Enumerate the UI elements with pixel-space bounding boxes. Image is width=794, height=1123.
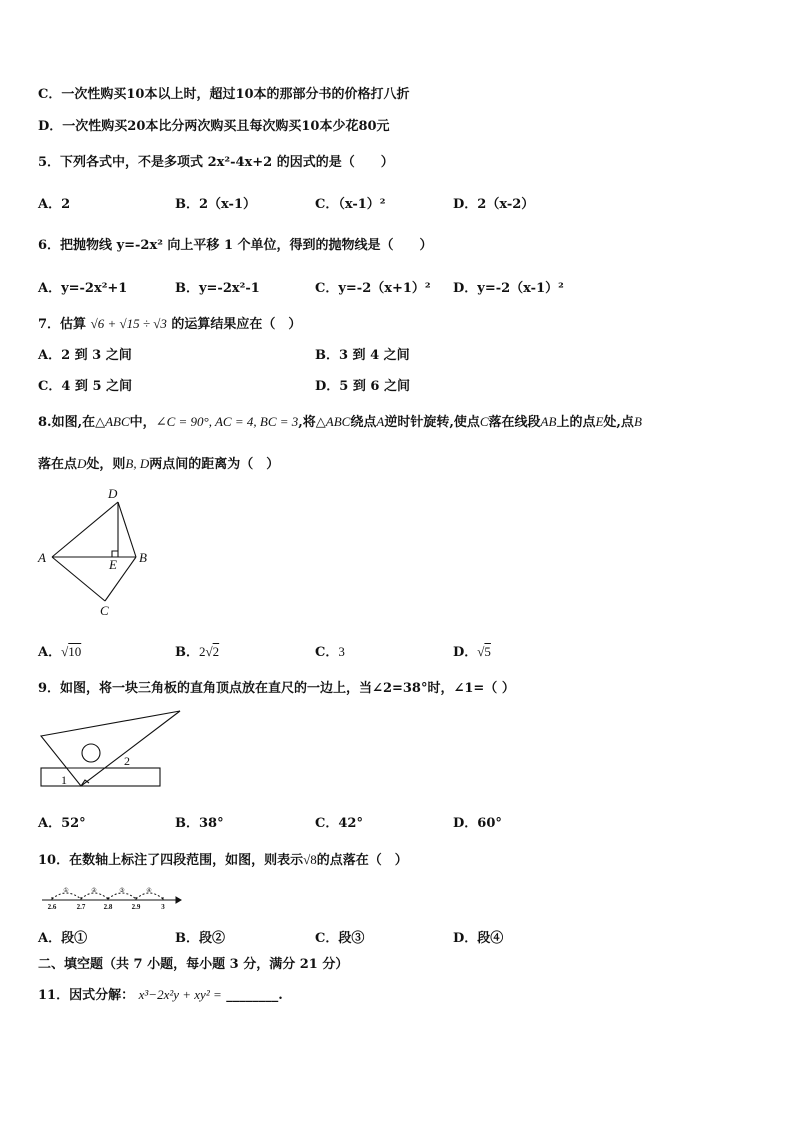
q9-ruler-triangle-figure [36,706,186,792]
label-point-b: B [139,550,147,565]
q8-option-c [315,641,345,660]
q9-option-b: B．38° [175,816,224,831]
q7-stem-tail: 的运算结果应在（ ） [171,317,302,332]
q10-expression: √8 [303,852,317,867]
q7-stem-text: 7．估算 [38,317,87,332]
q5-stem-tail: 的因式的是（ ） [276,155,394,170]
q8-option-d-value: 5 [484,644,491,659]
q10-stem [38,849,408,868]
segment-3-marker: ③ [119,887,125,894]
q8-option-b-coef: 2 [199,644,206,659]
q10-option-a-prefix: A．段 [38,931,75,946]
q10-option-b-prefix: B．段 [175,931,212,946]
q10-option-a [38,927,87,946]
q6-option-a: A．y=-2x²+1 [38,281,128,296]
q8-option-c-prefix: C． [315,645,339,660]
q8-math: A [376,414,385,429]
q7-option-a: A．2 到 3 之间 [38,348,132,363]
q5-stem-text: 5．下列各式中，不是多项式 [38,155,204,170]
q4-option-d: D．一次性购买20本比分两次购买且每次购买10本少花80元 [38,119,390,134]
q10-option-c-prefix: C．段 [315,931,352,946]
q10-option-c-marker: ③ [351,931,365,946]
q5-stem [38,151,394,170]
q7-expression: √6 + √15 ÷ √3 [90,316,167,331]
tick-label: 2.7 [76,903,86,911]
q8-option-a-prefix: A． [38,645,62,660]
q9-option-a: A．52° [38,816,86,831]
q10-number-line-figure [38,882,183,912]
q11-stem-text: 11．因式分解： [38,988,135,1003]
q8-option-d-prefix: D． [453,645,478,660]
angle-2-label: 2 [124,754,130,768]
q8-math: AB [540,414,557,429]
q10-stem-text: 10．在数轴上标注了四段范围，如图，则表示 [38,853,304,868]
q6-option-d: D．y=-2（x-1）² [453,281,564,296]
q5-stem-expression: 2x²-4x+2 [207,155,273,170]
q8-math: D [77,456,87,471]
q8-text: 8.如图,在 [38,415,96,430]
q11-period: . [278,988,283,1003]
q8-text: 上的点 [556,415,596,430]
sqrt-sign: √ [61,644,69,659]
q9-option-c: C．42° [315,816,363,831]
q10-option-d-marker: ④ [490,931,504,946]
q8-text: 逆时针旋转,使点 [384,415,480,430]
tick-label: 2.6 [47,903,57,911]
label-point-d: D [108,486,118,501]
q8-text: 落在点 [38,457,78,472]
q8-stem-line2 [38,453,279,472]
q10-option-d [453,927,503,946]
q11-answer-blank: ________ [226,988,279,1003]
q8-math: ∠C = 90°, AC = 4, BC = 3 [155,414,299,429]
q5-option-b: B．2（x-1） [175,197,256,212]
q8-text: 绕点 [350,415,377,430]
q8-option-b-value: 2 [212,644,220,659]
q10-option-d-prefix: D．段 [453,931,491,946]
q5-option-c: C．（x-1）² [315,197,386,212]
segment-4-marker: ④ [146,887,152,894]
q10-option-b-marker: ② [212,931,226,946]
q8-option-a-value: 10 [68,644,82,659]
q8-stem-line1 [38,411,642,430]
label-point-a: A [38,550,46,565]
q8-text: 中， [129,415,156,430]
q8-triangle-figure [30,484,160,620]
segment-2-marker: ② [91,887,97,894]
q5-option-a: A．2 [38,197,71,212]
q8-math: C [479,414,489,429]
q6-option-b: B．y=-2x²-1 [175,281,260,296]
section-heading-fill-in: 二、填空题（共 7 小题，每小题 3 分，满分 21 分） [38,957,349,972]
q6-stem: 6．把抛物线 y=-2x² 向上平移 1 个单位，得到的抛物线是（ ） [38,238,433,253]
q7-option-d: D．5 到 6 之间 [315,379,410,394]
tick-label: 2.9 [131,903,141,911]
q10-stem-tail: 的点落在（ ） [316,853,408,868]
angle-1-label: 1 [61,773,67,787]
label-point-c: C [100,603,109,618]
q9-option-d: D．60° [453,816,502,831]
sqrt-sign: √ [205,644,213,659]
q8-option-d [453,641,491,660]
q9-stem: 9．如图，将一块三角板的直角顶点放在直尺的一边上，当∠2=38°时，∠1=（ ） [38,681,515,696]
q8-text: ,将 [298,415,316,430]
tick-label: 3 [161,903,165,911]
q8-text: 处，则 [86,457,126,472]
q8-math: B, D [125,456,150,471]
q8-math: E [595,414,604,429]
label-point-e: E [109,557,117,572]
q5-option-d: D．2（x-2） [453,197,535,212]
q8-text: 处,点 [603,415,634,430]
q8-option-b [175,641,219,660]
sqrt-sign: √ [477,644,485,659]
q10-option-b [175,927,225,946]
q10-option-a-marker: ① [74,931,88,946]
q4-option-c: C．一次性购买10本以上时，超过10本的那部分书的价格打八折 [38,87,410,102]
q8-math: △ABC [95,414,130,429]
q8-option-a [38,641,81,660]
q11-stem [38,984,283,1003]
q7-stem [38,313,301,332]
q6-option-c: C．y=-2（x+1）² [315,281,431,296]
q8-text: 落在线段 [488,415,541,430]
q8-option-b-prefix: B． [175,645,199,660]
q7-option-c: C．4 到 5 之间 [38,379,133,394]
segment-1-marker: ① [63,887,69,894]
q10-option-c [315,927,364,946]
q8-math: △ABC [315,414,351,429]
q7-option-b: B．3 到 4 之间 [315,348,410,363]
q8-math: B [633,414,642,429]
q8-text: 两点间的距离为（ ） [149,457,280,472]
q8-option-c-value: 3 [338,644,345,659]
tick-label: 2.8 [103,903,113,911]
q11-expression: x³−2x²y + xy² = [138,987,222,1002]
